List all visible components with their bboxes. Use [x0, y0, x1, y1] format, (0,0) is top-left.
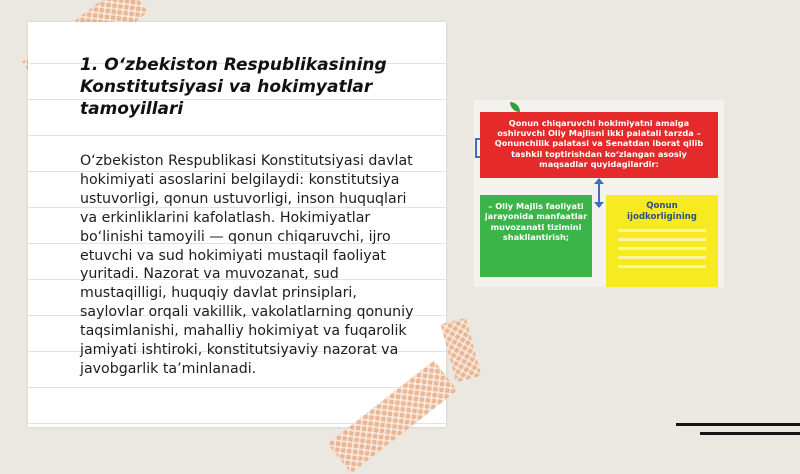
diagram-faded-text: [610, 229, 714, 268]
slide-title: 1. O‘zbekiston Respublikasining Konstitutsiyasi va hokimyatlar tamoyillari: [80, 55, 387, 119]
parliament-diagram-image: [474, 100, 724, 287]
arrow-up-icon: [594, 178, 604, 184]
diagram-top-box: Qonun chiqaruvchi hokimiyatni amalga oshiruvchi Oliy Majlisni ikki palatali tarzda – Qonunchilik palatasi va Senatdan iborat qilib tashkil toptirishdan ko‘zlangan asosiy maqsadlar quyidagilardir:: [480, 112, 718, 178]
washi-tape-edge: [441, 318, 482, 383]
diagram-left-text: – Oliy Majlis faoliyati jarayonida manfaatlar muvozanati tizimini shakllantirish;: [484, 201, 588, 243]
diagram-left-box: [480, 195, 592, 277]
leaf-icon: [510, 102, 520, 112]
arrow-down-icon: [594, 202, 604, 208]
decorative-line: [700, 432, 800, 435]
diagram-right-box: [606, 195, 718, 287]
decorative-line: [676, 423, 800, 426]
slide-body-text: O‘zbekiston Respublikasi Konstitutsiyasi davlat hokimiyati asoslarini belgilaydi: konstitutsiya ustuvorligi, qonun ustuvorligi, inson huquqlari va erkinliklarini kafolatlash. Hokimiyatlar bo‘linishi tamoyili — qonun chiqaruvchi, ijro etuvchi va sud hokimiyati mustaqil faoliyat yuritadi. Nazorat va muvozanat, sud mustaqilligi, huquqiy davlat prinsiplari, saylovlar orqali vakillik, vakolatlarning qonuniy taqsimlanishi, mahalliy hokimiyat va fuqarolik jamiyati ishtiroki, konstitutsiyaviy nazorat va javobgarlik ta’minlanadi.: [80, 153, 414, 377]
diagram-right-text: Qonun ijodkorligining: [627, 201, 697, 222]
